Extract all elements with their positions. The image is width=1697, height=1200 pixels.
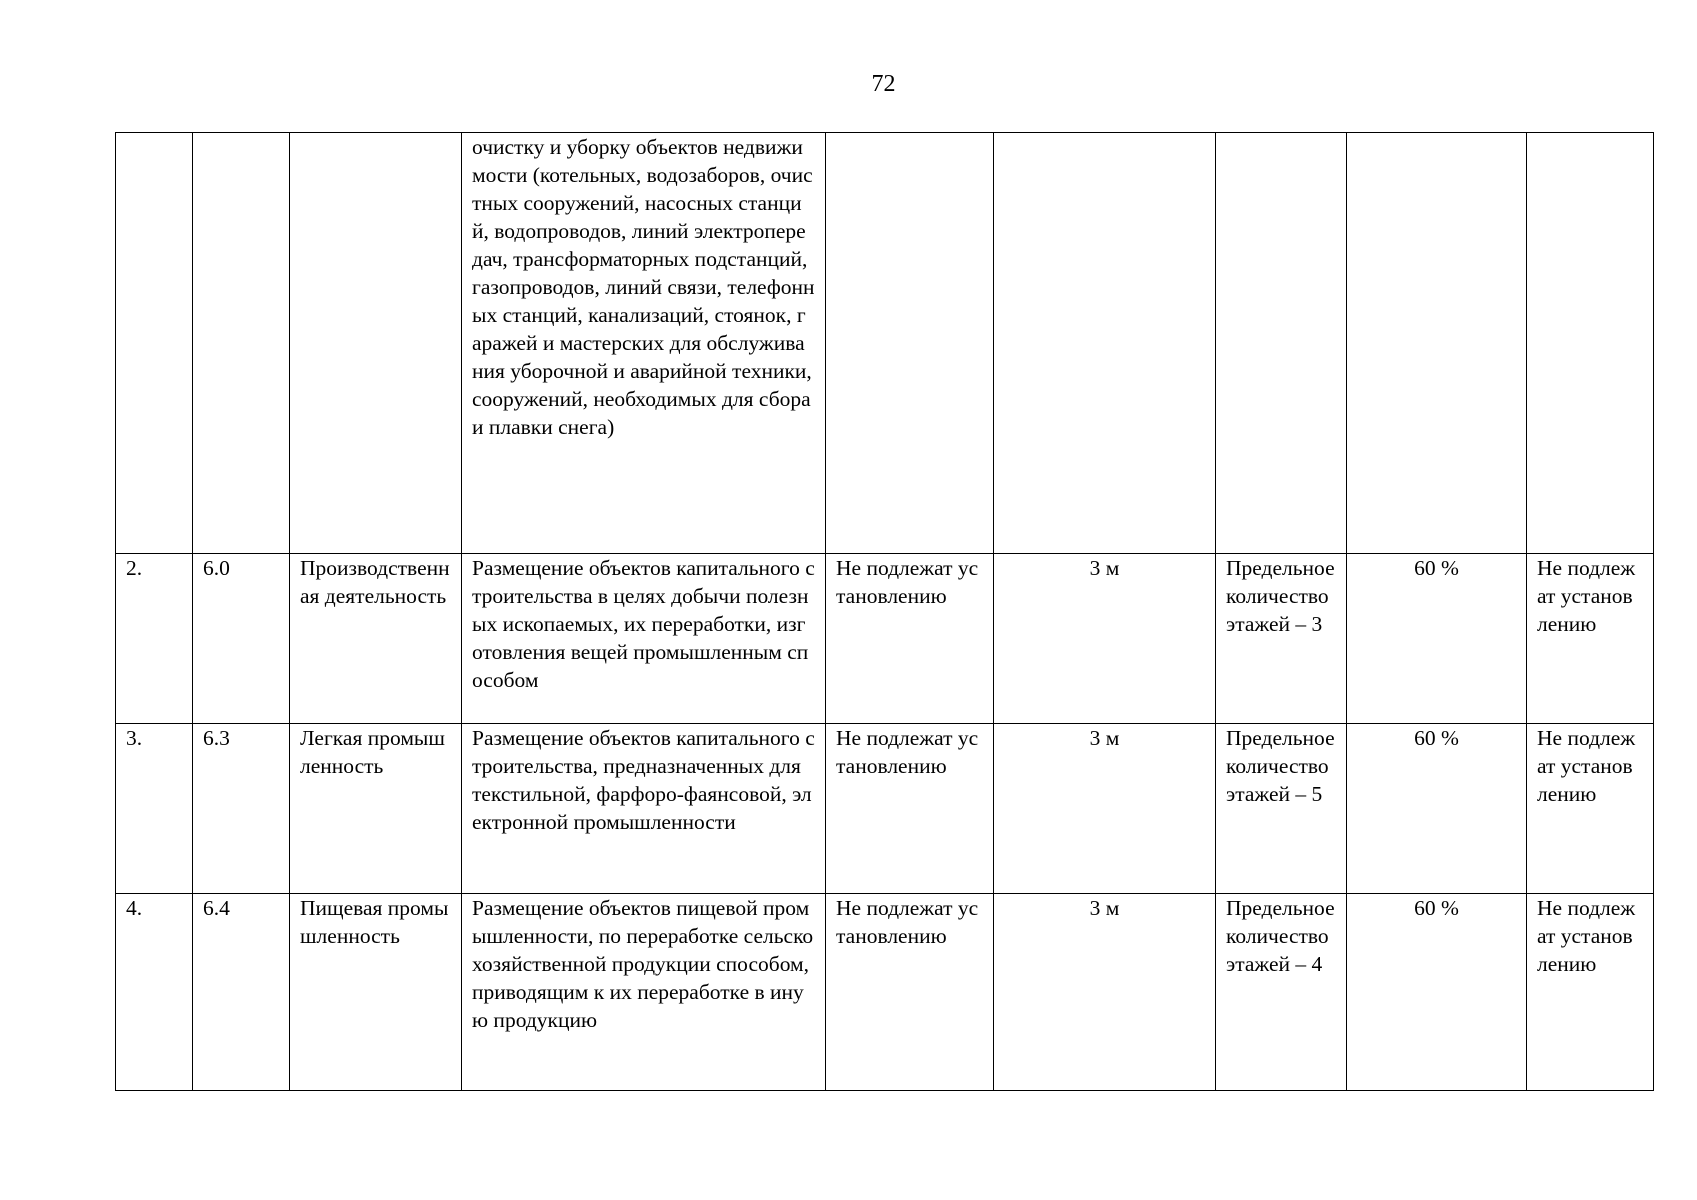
description-cell: Размещение объектов капитального строительства в целях добычи полезных ископаемых, их переработки, изготовления вещей промышленным способом xyxy=(462,554,826,724)
floors-cell: Предельное количество этажей – 4 xyxy=(1216,894,1347,1091)
parameter-cell: Не подлежат установлению xyxy=(826,894,994,1091)
coverage-cell: 60 % xyxy=(1347,724,1527,894)
restriction-cell: Не подлежат установлению xyxy=(1527,724,1654,894)
row-number-cell xyxy=(116,133,193,554)
coverage-cell: 60 % xyxy=(1347,894,1527,1091)
setback-cell: 3 м xyxy=(994,724,1216,894)
code-cell: 6.0 xyxy=(193,554,290,724)
floors-cell: Предельное количество этажей – 5 xyxy=(1216,724,1347,894)
row-number-cell: 2. xyxy=(116,554,193,724)
table-row xyxy=(116,894,1654,1091)
parameter-cell xyxy=(826,133,994,554)
table-row xyxy=(116,724,1654,894)
parameter-cell: Не подлежат установлению xyxy=(826,554,994,724)
code-cell xyxy=(193,133,290,554)
row-number-cell: 4. xyxy=(116,894,193,1091)
name-cell: Производственная деятельность xyxy=(290,554,462,724)
table-row xyxy=(116,133,1654,554)
parameter-cell: Не подлежат установлению xyxy=(826,724,994,894)
floors-cell xyxy=(1216,133,1347,554)
name-cell: Легкая промышленность xyxy=(290,724,462,894)
table-row xyxy=(116,554,1654,724)
coverage-cell: 60 % xyxy=(1347,554,1527,724)
restriction-cell xyxy=(1527,133,1654,554)
restriction-cell: Не подлежат установлению xyxy=(1527,554,1654,724)
code-cell: 6.3 xyxy=(193,724,290,894)
row-number-cell: 3. xyxy=(116,724,193,894)
land-use-table xyxy=(115,132,1654,1091)
page-number: 72 xyxy=(871,71,896,97)
name-cell xyxy=(290,133,462,554)
setback-cell xyxy=(994,133,1216,554)
coverage-cell xyxy=(1347,133,1527,554)
setback-cell: 3 м xyxy=(994,894,1216,1091)
name-cell: Пищевая промышленность xyxy=(290,894,462,1091)
setback-cell: 3 м xyxy=(994,554,1216,724)
description-cell: очистку и уборку объектов недвижимости (котельных, водозаборов, очистных сооружений, насосных станций, водопроводов, линий электропередач, трансформаторных подстанций, газопроводов, линий связи, телефонных станций, канализаций, стоянок, гаражей и мастерских для обслуживания уборочной и аварийной техники, сооружений, необходимых для сбора и плавки снега) xyxy=(462,133,826,554)
description-cell: Размещение объектов капитального строительства, предназначенных для текстильной, фарфоро-фаянсовой, электронной промышленности xyxy=(462,724,826,894)
floors-cell: Предельное количество этажей – 3 xyxy=(1216,554,1347,724)
description-cell: Размещение объектов пищевой промышленности, по переработке сельскохозяйственной продукции способом, приводящим к их переработке в иную продукцию xyxy=(462,894,826,1091)
restriction-cell: Не подлежат установлению xyxy=(1527,894,1654,1091)
code-cell: 6.4 xyxy=(193,894,290,1091)
